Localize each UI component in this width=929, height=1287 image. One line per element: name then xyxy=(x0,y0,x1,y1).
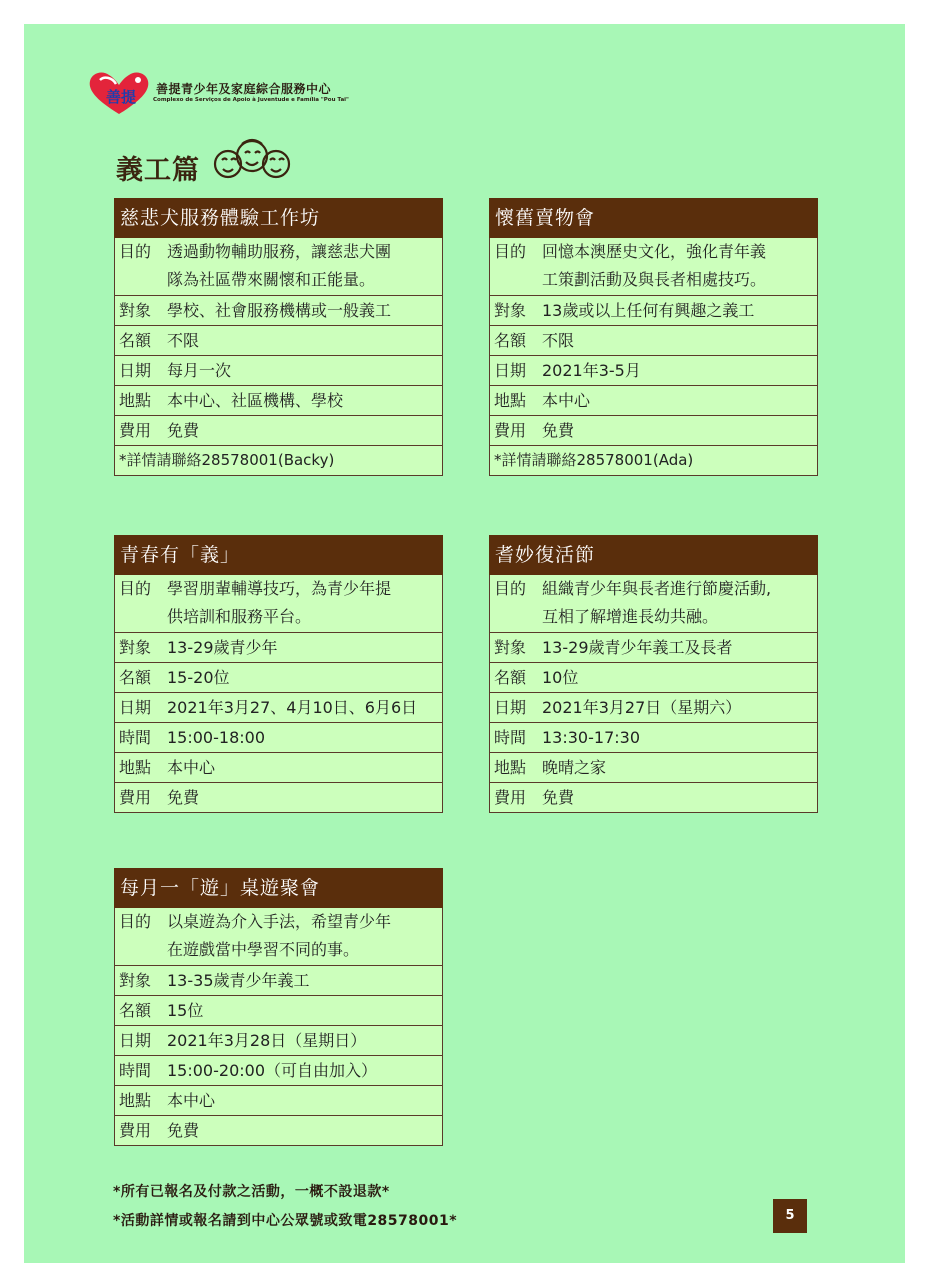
row-label: 名額 xyxy=(494,331,527,350)
row-value: 10位 xyxy=(542,668,579,687)
row-date xyxy=(114,356,443,386)
row-venue xyxy=(114,386,443,416)
org-logo xyxy=(86,70,386,116)
row-value: 本中心 xyxy=(167,758,216,777)
row-label: 名額 xyxy=(119,1001,152,1020)
row-label: 地點 xyxy=(494,758,527,777)
row-value: 本中心 xyxy=(167,1091,216,1110)
row-purpose xyxy=(489,575,818,633)
row-value: 晚晴之家 xyxy=(542,758,607,777)
row-value: 15-20位 xyxy=(167,668,230,687)
row-label: 費用 xyxy=(494,421,527,440)
row-value: 不限 xyxy=(167,331,200,350)
row-value: 15位 xyxy=(167,1001,204,1020)
row-label: 名額 xyxy=(119,331,152,350)
card-nostalgia-sale xyxy=(489,198,818,476)
row-label: 日期 xyxy=(494,698,527,717)
row-label: 對象 xyxy=(494,638,527,657)
row-quota xyxy=(114,996,443,1026)
card-title: 慈悲犬服務體驗工作坊 xyxy=(114,198,443,238)
row-label: 目的 xyxy=(119,579,152,598)
row-value: 13:30-17:30 xyxy=(542,728,640,747)
purpose-line-2: 隊為社區帶來關懷和正能量。 xyxy=(167,270,376,289)
card-title: 青春有「義」 xyxy=(114,535,443,575)
purpose-line-2: 在遊戲當中學習不同的事。 xyxy=(167,940,360,959)
row-label: 費用 xyxy=(119,421,152,440)
row-value: 13-35歲青少年義工 xyxy=(167,971,310,990)
row-target xyxy=(114,633,443,663)
card-easter-event xyxy=(489,535,818,813)
row-label: 地點 xyxy=(119,758,152,777)
purpose-line-1: 學習朋輩輔導技巧，為青少年提 xyxy=(167,579,392,598)
row-label: 日期 xyxy=(119,698,152,717)
row-contact-note: *詳情請聯絡28578001(Backy) xyxy=(114,446,443,476)
row-label: 對象 xyxy=(119,638,152,657)
row-label: 名額 xyxy=(494,668,527,687)
org-name-zh: 善提青少年及家庭綜合服務中心 xyxy=(156,82,332,96)
row-label: 目的 xyxy=(494,579,527,598)
row-time xyxy=(114,1056,443,1086)
row-purpose xyxy=(114,908,443,966)
row-value: 2021年3月27日（星期六） xyxy=(542,698,742,717)
row-label: 費用 xyxy=(119,1121,152,1140)
row-date xyxy=(114,1026,443,1056)
row-time xyxy=(114,723,443,753)
row-purpose xyxy=(489,238,818,296)
row-value: 2021年3月28日（星期日） xyxy=(167,1031,367,1050)
row-label: 時間 xyxy=(119,1061,152,1080)
row-label: 地點 xyxy=(119,1091,152,1110)
row-value: 13歲或以上任何有興趣之義工 xyxy=(542,301,755,320)
row-label: 地點 xyxy=(494,391,527,410)
row-value: 本中心、社區機構、學校 xyxy=(167,391,344,410)
row-value: 學校、社會服務機構或一般義工 xyxy=(167,301,392,320)
row-label: 地點 xyxy=(119,391,152,410)
row-value: 不限 xyxy=(542,331,575,350)
row-quota xyxy=(114,663,443,693)
purpose-line-2: 供培訓和服務平台。 xyxy=(167,607,312,626)
row-purpose xyxy=(114,238,443,296)
row-value: 15:00-18:00 xyxy=(167,728,265,747)
row-purpose xyxy=(114,575,443,633)
section-title: 義工篇 xyxy=(116,155,200,186)
row-target xyxy=(114,966,443,996)
row-venue xyxy=(114,1086,443,1116)
row-date xyxy=(489,693,818,723)
row-venue xyxy=(489,386,818,416)
card-compassion-dog xyxy=(114,198,443,476)
row-value: 2021年3月27、4月10日、6月6日 xyxy=(167,698,418,717)
footer-refund-note: *所有已報名及付款之活動，一概不設退款* xyxy=(113,1184,390,1200)
row-label: 日期 xyxy=(119,1031,152,1050)
row-value xyxy=(167,908,442,965)
three-faces-icon xyxy=(212,138,294,186)
row-value: 13-29歲青少年 xyxy=(167,638,278,657)
row-label: 時間 xyxy=(119,728,152,747)
card-title: 耆妙復活節 xyxy=(489,535,818,575)
row-target xyxy=(489,296,818,326)
purpose-line-1: 透過動物輔助服務，讓慈悲犬團 xyxy=(167,242,392,261)
row-quota xyxy=(114,326,443,356)
row-label: 費用 xyxy=(494,788,527,807)
row-value: 15:00-20:00（可自由加入） xyxy=(167,1061,377,1080)
row-value: 免費 xyxy=(167,421,200,440)
row-label: 名額 xyxy=(119,668,152,687)
row-value xyxy=(542,238,817,295)
row-label: 目的 xyxy=(119,912,152,931)
row-value: 2021年3-5月 xyxy=(542,361,641,380)
row-label: 對象 xyxy=(119,301,152,320)
row-label: 日期 xyxy=(119,361,152,380)
row-value: 免費 xyxy=(542,788,575,807)
row-fee xyxy=(114,416,443,446)
row-quota xyxy=(489,663,818,693)
row-time xyxy=(489,723,818,753)
row-venue xyxy=(114,753,443,783)
row-value: 13-29歲青少年義工及長者 xyxy=(542,638,733,657)
row-value: 免費 xyxy=(167,1121,200,1140)
row-value: 免費 xyxy=(542,421,575,440)
row-value: 本中心 xyxy=(542,391,591,410)
card-title: 每月一「遊」桌遊聚會 xyxy=(114,868,443,908)
row-fee xyxy=(489,416,818,446)
row-label: 時間 xyxy=(494,728,527,747)
row-fee xyxy=(114,1116,443,1146)
row-value: 每月一次 xyxy=(167,361,232,380)
row-venue xyxy=(489,753,818,783)
org-name-pt: Complexo de Serviços de Apoio à Juventude e Família "Pou Tai" xyxy=(153,97,349,103)
row-value xyxy=(542,575,817,632)
row-label: 對象 xyxy=(119,971,152,990)
row-date xyxy=(489,356,818,386)
logo-text: 善提 xyxy=(106,88,137,106)
footer-contact-note: *活動詳情或報名請到中心公眾號或致電28578001* xyxy=(113,1213,458,1229)
row-target xyxy=(489,633,818,663)
row-value xyxy=(167,575,442,632)
purpose-line-2: 互相了解增進長幼共融。 xyxy=(542,607,719,626)
row-fee xyxy=(489,783,818,813)
heart-logo-icon xyxy=(86,70,152,116)
card-title: 懷舊賣物會 xyxy=(489,198,818,238)
row-value: 免費 xyxy=(167,788,200,807)
purpose-line-1: 以桌遊為介入手法，希望青少年 xyxy=(167,912,392,931)
row-quota xyxy=(489,326,818,356)
purpose-line-2: 工策劃活動及與長者相處技巧。 xyxy=(542,270,767,289)
row-label: 日期 xyxy=(494,361,527,380)
card-board-game xyxy=(114,868,443,1146)
row-label: 目的 xyxy=(494,242,527,261)
row-value xyxy=(167,238,442,295)
card-youth-volunteer xyxy=(114,535,443,813)
purpose-line-1: 回憶本澳歷史文化，強化青年義 xyxy=(542,242,767,261)
row-target xyxy=(114,296,443,326)
row-label: 目的 xyxy=(119,242,152,261)
row-label: 費用 xyxy=(119,788,152,807)
row-contact-note: *詳情請聯絡28578001(Ada) xyxy=(489,446,818,476)
row-label: 對象 xyxy=(494,301,527,320)
purpose-line-1: 組織青少年與長者進行節慶活動, xyxy=(542,579,772,598)
row-fee xyxy=(114,783,443,813)
row-date xyxy=(114,693,443,723)
page-number: 5 xyxy=(773,1199,807,1233)
